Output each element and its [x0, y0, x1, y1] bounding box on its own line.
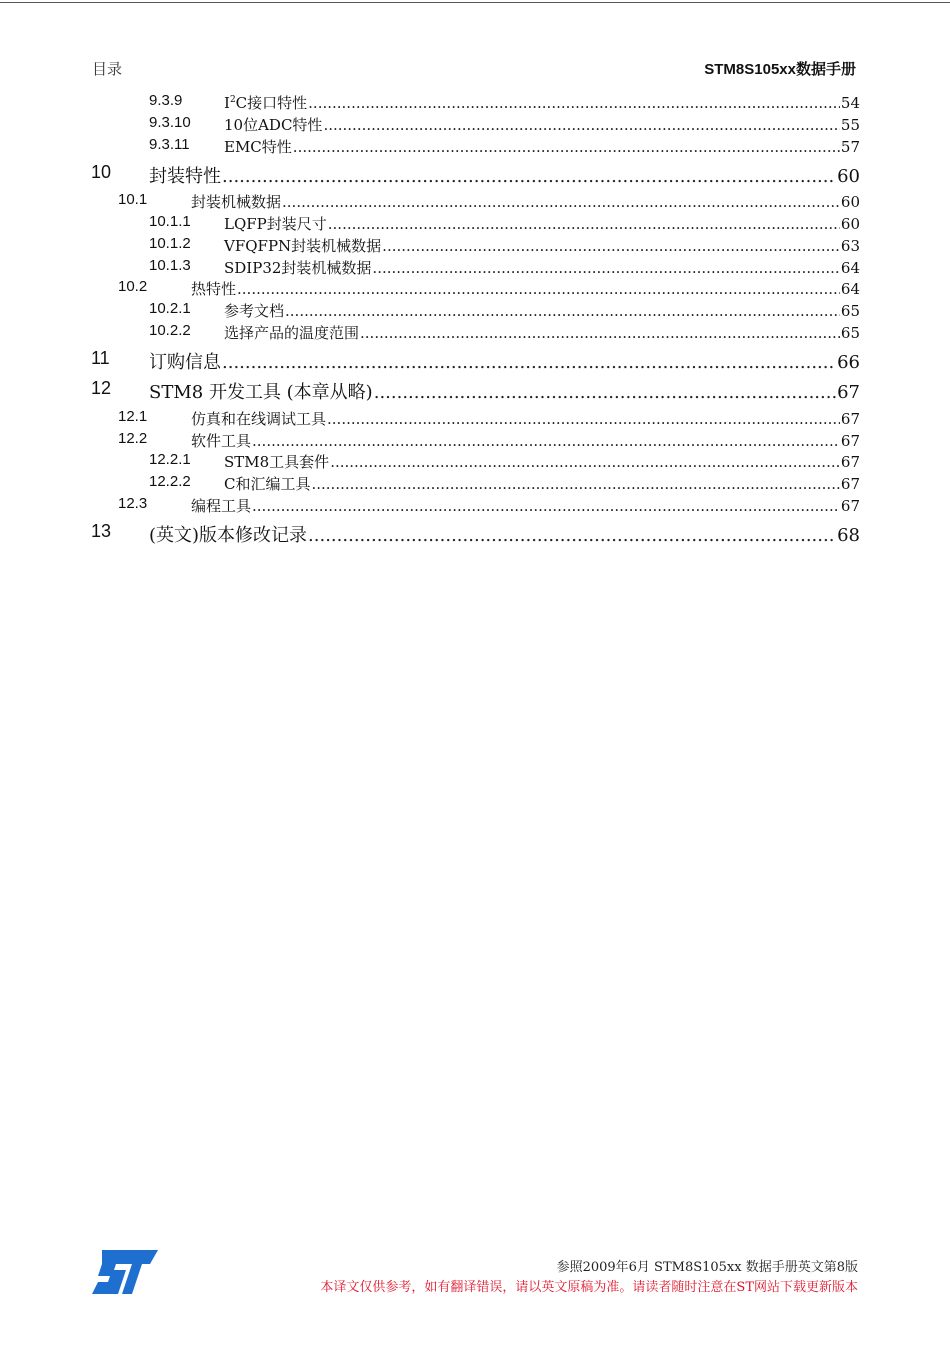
toc-entry-number: 12.2.1	[149, 451, 191, 468]
toc-entry-number: 10.1.2	[149, 235, 191, 252]
leader-dots	[285, 302, 840, 320]
toc-entry-title: (英文)版本修改记录	[149, 525, 308, 546]
toc-entry-number: 10.1.1	[149, 213, 191, 230]
toc-entry-number: 9.3.9	[149, 92, 183, 109]
toc-entry-title: EMC特性	[224, 138, 292, 156]
leader-dots	[282, 193, 840, 211]
leader-dots	[222, 352, 836, 373]
leader-dots	[330, 453, 840, 471]
toc-entry-number: 12.2.2	[149, 473, 191, 490]
toc-entry-page: 54	[840, 94, 860, 112]
toc-entry-number: 12.3	[118, 495, 148, 512]
leader-dots	[382, 237, 840, 255]
top-rule	[0, 2, 950, 3]
leader-dots	[293, 138, 840, 156]
toc-entry-title: 编程工具	[191, 497, 252, 515]
toc-entry-title: $I^2C$接口特性	[224, 94, 308, 112]
toc-entry-title: 封装特性	[149, 166, 221, 187]
toc-entry-number: 10.1	[118, 191, 148, 208]
toc-entry-title: 软件工具	[191, 432, 252, 450]
toc-entry-number: 10.1.3	[149, 257, 191, 274]
toc-entry-page: 64	[840, 280, 860, 298]
toc-entry-number: 9.3.10	[149, 114, 191, 131]
toc-entry-page: 60	[837, 166, 860, 187]
toc-entry-number: 10.2.1	[149, 300, 191, 317]
toc-entry-page: 67	[837, 382, 860, 403]
toc-entry-page: 67	[840, 453, 860, 471]
toc-entry-page: 68	[837, 525, 860, 546]
toc-entry-title: 封装机械数据	[191, 193, 282, 211]
leader-dots	[323, 116, 839, 134]
toc-entry-title: LQFP封装尺寸	[224, 215, 327, 233]
toc-entry-page: 63	[840, 237, 860, 255]
leader-dots	[328, 215, 840, 233]
toc-entry-page: 60	[840, 215, 860, 233]
toc-entry-number: 12.2	[118, 430, 148, 447]
toc-entry-number: 12.1	[118, 408, 148, 425]
toc-entry-number: 13	[91, 521, 112, 541]
st-logo-icon	[92, 1250, 158, 1294]
leader-dots	[237, 280, 840, 298]
header-document-title: STM8S105xx数据手册	[704, 61, 856, 78]
toc-entry-number: 10	[91, 162, 112, 182]
leader-dots	[372, 259, 839, 277]
toc-entry-page: 67	[840, 475, 860, 493]
toc-entry-title: 选择产品的温度范围	[224, 324, 360, 342]
toc-entry-page: 67	[840, 497, 860, 515]
toc-entry-page: 66	[837, 352, 860, 373]
toc-entry-number: 9.3.11	[149, 136, 190, 153]
toc-entry-title: STM8 开发工具 (本章从略)	[149, 382, 373, 403]
leader-dots	[374, 382, 836, 403]
toc-entry-title: 热特性	[191, 280, 237, 298]
toc-entry-page: 60	[840, 193, 860, 211]
leader-dots	[308, 525, 836, 546]
toc-entry-title: 10位ADC特性	[224, 116, 323, 134]
toc-entry-page: 67	[840, 410, 860, 428]
toc-entry-title: C和汇编工具	[224, 475, 311, 493]
footer-reference-note: 参照2009年6月 STM8S105xx 数据手册英文第8版	[556, 1260, 858, 1275]
toc-entry-title: 参考文档	[224, 302, 285, 320]
header-section-label: 目录	[92, 60, 123, 78]
leader-dots	[252, 497, 840, 515]
leader-dots	[252, 432, 840, 450]
toc-entry-number: 11	[91, 348, 110, 368]
toc-entry-page: 57	[840, 138, 860, 156]
toc-entry-page: 65	[840, 324, 860, 342]
footer-translation-disclaimer: 本译文仅供参考，如有翻译错误，请以英文原稿为准。请读者随时注意在ST网站下载更新版本	[320, 1280, 858, 1295]
toc-entry-number: 10.2	[118, 278, 148, 295]
leader-dots	[327, 410, 840, 428]
toc-entry-page: 64	[840, 259, 860, 277]
leader-dots	[308, 94, 840, 112]
toc-entry-number: 10.2.2	[149, 322, 191, 339]
toc-entry-title: 仿真和在线调试工具	[191, 410, 327, 428]
toc-entry-page: 55	[840, 116, 860, 134]
toc-entry-title: SDIP32封装机械数据	[224, 259, 372, 277]
toc-entry-page: 67	[840, 432, 860, 450]
toc-entry-title: 订购信息	[149, 352, 221, 373]
toc-entry-title: STM8工具套件	[224, 453, 330, 471]
leader-dots	[222, 166, 836, 187]
toc-entry-number: 12	[91, 378, 112, 398]
leader-dots	[360, 324, 840, 342]
toc-entry-page: 65	[840, 302, 860, 320]
toc-entry-title: VFQFPN封装机械数据	[224, 237, 382, 255]
leader-dots	[311, 475, 839, 493]
